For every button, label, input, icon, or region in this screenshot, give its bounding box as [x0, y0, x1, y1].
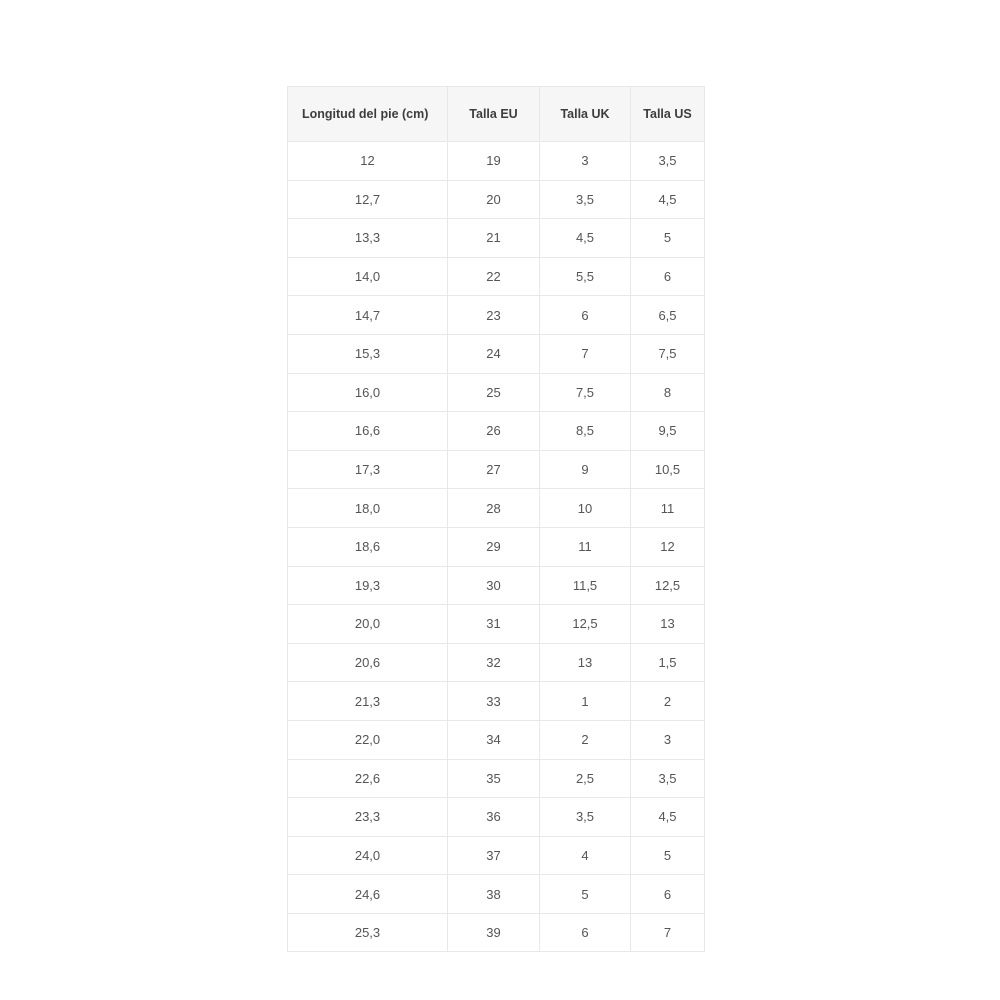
table-row — [288, 720, 705, 759]
cell-us: 12,5 — [631, 566, 705, 605]
cell-uk: 5,5 — [540, 257, 631, 296]
column-header-us: Talla US — [631, 87, 705, 142]
cell-foot-length: 19,3 — [288, 566, 448, 605]
cell-us: 10,5 — [631, 450, 705, 489]
size-chart-container — [287, 86, 704, 941]
cell-eu: 26 — [448, 412, 540, 451]
column-header-foot-length: Longitud del pie (cm) — [288, 87, 448, 142]
cell-us: 3,5 — [631, 142, 705, 181]
cell-uk: 9 — [540, 450, 631, 489]
cell-us: 4,5 — [631, 180, 705, 219]
cell-uk: 6 — [540, 296, 631, 335]
cell-foot-length: 18,0 — [288, 489, 448, 528]
table-row — [288, 682, 705, 721]
cell-uk: 3,5 — [540, 180, 631, 219]
cell-eu: 23 — [448, 296, 540, 335]
cell-us: 5 — [631, 219, 705, 258]
cell-eu: 22 — [448, 257, 540, 296]
table-row — [288, 373, 705, 412]
table-row — [288, 334, 705, 373]
cell-foot-length: 20,6 — [288, 643, 448, 682]
table-row — [288, 836, 705, 875]
cell-uk: 6 — [540, 913, 631, 952]
cell-eu: 28 — [448, 489, 540, 528]
cell-us: 11 — [631, 489, 705, 528]
cell-uk: 7 — [540, 334, 631, 373]
cell-us: 6 — [631, 257, 705, 296]
cell-foot-length: 17,3 — [288, 450, 448, 489]
shoe-size-table — [287, 86, 705, 952]
table-row — [288, 759, 705, 798]
table-row — [288, 219, 705, 258]
cell-uk: 1 — [540, 682, 631, 721]
cell-uk: 10 — [540, 489, 631, 528]
cell-uk: 8,5 — [540, 412, 631, 451]
cell-us: 12 — [631, 527, 705, 566]
cell-us: 13 — [631, 605, 705, 644]
cell-foot-length: 18,6 — [288, 527, 448, 566]
cell-us: 4,5 — [631, 798, 705, 837]
cell-eu: 36 — [448, 798, 540, 837]
cell-uk: 4 — [540, 836, 631, 875]
cell-uk: 3,5 — [540, 798, 631, 837]
cell-us: 3,5 — [631, 759, 705, 798]
table-row — [288, 257, 705, 296]
cell-foot-length: 20,0 — [288, 605, 448, 644]
table-row — [288, 875, 705, 914]
cell-eu: 31 — [448, 605, 540, 644]
cell-uk: 11 — [540, 527, 631, 566]
table-row — [288, 180, 705, 219]
cell-us: 1,5 — [631, 643, 705, 682]
table-row — [288, 566, 705, 605]
cell-uk: 2,5 — [540, 759, 631, 798]
cell-foot-length: 16,6 — [288, 412, 448, 451]
cell-foot-length: 24,6 — [288, 875, 448, 914]
table-row — [288, 489, 705, 528]
cell-eu: 27 — [448, 450, 540, 489]
cell-uk: 11,5 — [540, 566, 631, 605]
cell-uk: 13 — [540, 643, 631, 682]
cell-eu: 39 — [448, 913, 540, 952]
table-header — [288, 87, 705, 142]
cell-eu: 37 — [448, 836, 540, 875]
cell-foot-length: 22,6 — [288, 759, 448, 798]
column-header-uk: Talla UK — [540, 87, 631, 142]
table-header-row — [288, 87, 705, 142]
cell-us: 6 — [631, 875, 705, 914]
cell-us: 5 — [631, 836, 705, 875]
table-row — [288, 412, 705, 451]
cell-us: 7 — [631, 913, 705, 952]
cell-eu: 29 — [448, 527, 540, 566]
table-row — [288, 643, 705, 682]
cell-eu: 24 — [448, 334, 540, 373]
table-row — [288, 450, 705, 489]
cell-eu: 38 — [448, 875, 540, 914]
column-header-eu: Talla EU — [448, 87, 540, 142]
table-row — [288, 142, 705, 181]
cell-eu: 30 — [448, 566, 540, 605]
cell-us: 6,5 — [631, 296, 705, 335]
table-row — [288, 798, 705, 837]
cell-eu: 25 — [448, 373, 540, 412]
cell-us: 2 — [631, 682, 705, 721]
cell-eu: 19 — [448, 142, 540, 181]
cell-eu: 34 — [448, 720, 540, 759]
cell-eu: 35 — [448, 759, 540, 798]
cell-foot-length: 14,7 — [288, 296, 448, 335]
cell-us: 7,5 — [631, 334, 705, 373]
cell-uk: 12,5 — [540, 605, 631, 644]
cell-eu: 20 — [448, 180, 540, 219]
cell-foot-length: 16,0 — [288, 373, 448, 412]
cell-foot-length: 21,3 — [288, 682, 448, 721]
cell-eu: 33 — [448, 682, 540, 721]
cell-foot-length: 24,0 — [288, 836, 448, 875]
cell-foot-length: 12 — [288, 142, 448, 181]
cell-foot-length: 12,7 — [288, 180, 448, 219]
cell-foot-length: 14,0 — [288, 257, 448, 296]
cell-foot-length: 22,0 — [288, 720, 448, 759]
table-row — [288, 605, 705, 644]
cell-us: 8 — [631, 373, 705, 412]
cell-eu: 32 — [448, 643, 540, 682]
cell-foot-length: 13,3 — [288, 219, 448, 258]
cell-uk: 7,5 — [540, 373, 631, 412]
cell-eu: 21 — [448, 219, 540, 258]
table-body — [288, 142, 705, 952]
table-row — [288, 913, 705, 952]
cell-us: 9,5 — [631, 412, 705, 451]
cell-foot-length: 15,3 — [288, 334, 448, 373]
table-row — [288, 296, 705, 335]
cell-uk: 3 — [540, 142, 631, 181]
cell-uk: 2 — [540, 720, 631, 759]
cell-uk: 5 — [540, 875, 631, 914]
cell-uk: 4,5 — [540, 219, 631, 258]
cell-foot-length: 23,3 — [288, 798, 448, 837]
table-row — [288, 527, 705, 566]
cell-us: 3 — [631, 720, 705, 759]
cell-foot-length: 25,3 — [288, 913, 448, 952]
